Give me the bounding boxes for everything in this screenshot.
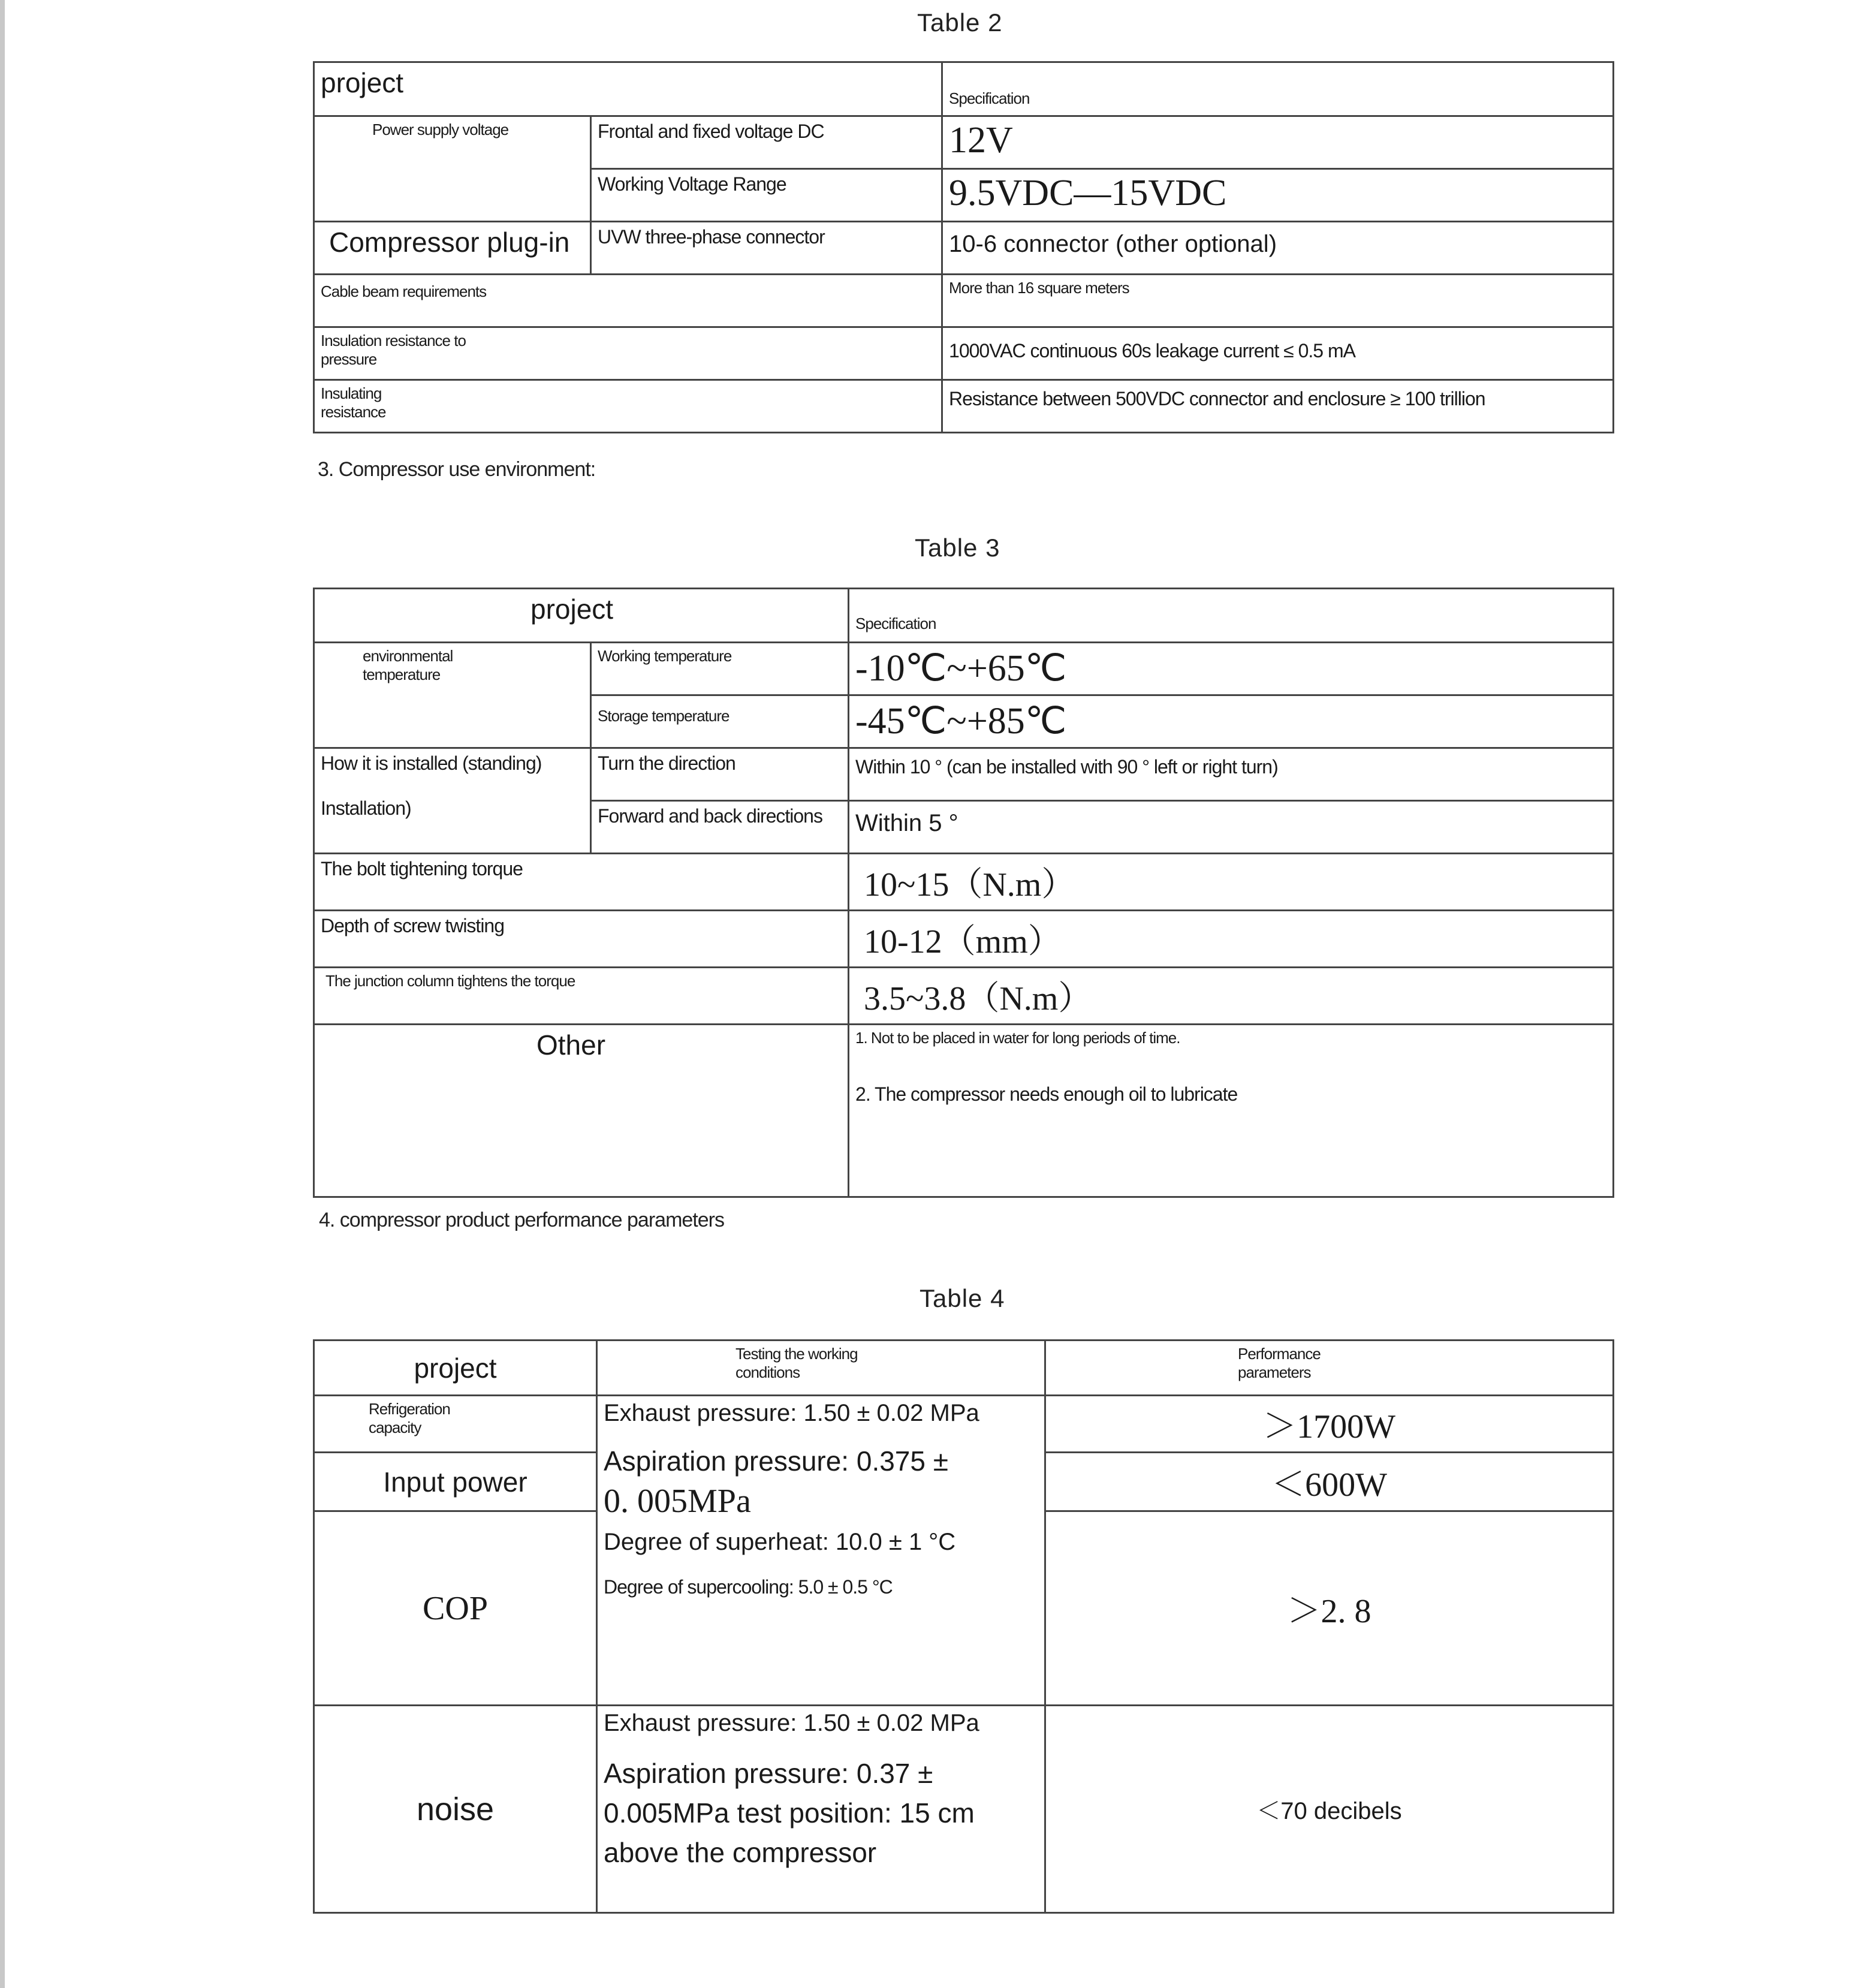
table4-noise-label: noise (314, 1706, 597, 1913)
table2-range-label: Working Voltage Range (591, 169, 942, 222)
table3-fb-label: Forward and back directions (591, 801, 849, 854)
table2-fixed-voltage-value: 12V (942, 116, 1614, 169)
table3-fb-value: Within 5 ° (849, 801, 1614, 854)
table2-plug-sub: UVW three-phase connector (591, 222, 942, 275)
table2-range-value: 9.5VDC—15VDC (942, 169, 1614, 222)
table4-refrig-value: ＞1700W (1045, 1396, 1614, 1453)
table3-install-label (314, 748, 591, 854)
table3-store-value: -45℃~+85℃ (849, 695, 1614, 748)
table3-screw-value: 10-12（mm） (849, 911, 1614, 968)
table4-cond-aspiration: Aspiration pressure: 0.375 ± (604, 1445, 948, 1477)
table4-conditions-cell (597, 1396, 1045, 1706)
page-edge (0, 0, 5, 1988)
table3-header-spec: Specification (849, 589, 1614, 643)
table2-insulation-pressure-label (314, 327, 942, 380)
table4-noise-conditions (597, 1706, 1045, 1913)
table4-header-params-text: Performance parameters (1238, 1345, 1321, 1381)
table2-header-project: project (314, 62, 942, 116)
table4-cond-superheat: Degree of superheat: 10.0 ± 1 °C (604, 1529, 956, 1555)
table2-power-supply-label: Power supply voltage (314, 116, 591, 222)
table3-work-value: -10℃~+65℃ (849, 643, 1614, 695)
table4 (313, 1339, 1614, 1914)
table4-cop-label: COP (314, 1511, 597, 1706)
table3-header-project: project (314, 589, 849, 643)
table3-env-label (314, 643, 591, 748)
table3-work-label: Working temperature (591, 643, 849, 695)
table4-input-label: Input power (314, 1453, 597, 1511)
table3 (313, 588, 1614, 1198)
table2-plug-value: 10-6 connector (other optional) (942, 222, 1614, 275)
table2 (313, 61, 1614, 433)
table2-cable-label: Cable beam requirements (314, 275, 942, 327)
table2-insulation-pressure-text: Insulation resistance to pressure (321, 332, 466, 368)
table3-other-item-1: 1. Not to be placed in water for long periods of time. (855, 1029, 1180, 1047)
table2-insulation-pressure-value: 1000VAC continuous 60s leakage current ≤ 0.5 mA (942, 327, 1614, 380)
table2-cable-value: More than 16 square meters (942, 275, 1614, 327)
table3-bolt-label: The bolt tightening torque (314, 854, 849, 911)
table3-other-item-2: 2. The compressor needs enough oil to lubricate (855, 1083, 1238, 1105)
table4-noise-exhaust: Exhaust pressure: 1.50 ± 0.02 MPa (604, 1710, 979, 1736)
table3-turn-label: Turn the direction (591, 748, 849, 801)
table2-insulating-resistance-value: Resistance between 500VDC connector and enclosure ≥ 100 trillion (942, 380, 1614, 433)
table4-cond-exhaust: Exhaust pressure: 1.50 ± 0.02 MPa (604, 1400, 979, 1426)
table4-header-project: project (314, 1341, 597, 1396)
table4-cond-aspiration-2: 0. 005MPa (604, 1483, 751, 1520)
table3-env-text: environmental temperature (363, 647, 453, 683)
table2-insulating-resistance-label (314, 380, 942, 433)
table2-header-spec: Specification (942, 62, 1614, 116)
section4-heading: 4. compressor product performance parameters (319, 1209, 724, 1231)
table4-refrig-text: Refrigeration capacity (369, 1400, 450, 1436)
table3-junction-value: 3.5~3.8（N.m） (849, 968, 1614, 1025)
table3-other-value (849, 1025, 1614, 1197)
table3-bolt-value: 10~15（N.m） (849, 854, 1614, 911)
table4-header-conditions-text: Testing the working conditions (735, 1345, 858, 1381)
table2-plug-label: Compressor plug-in (314, 222, 591, 275)
table3-other-label: Other (314, 1025, 849, 1197)
table3-install-line2: Installation) (321, 797, 411, 819)
table3-screw-label: Depth of screw twisting (314, 911, 849, 968)
table3-store-label: Storage temperature (591, 695, 849, 748)
table2-caption: Table 2 (917, 8, 1003, 37)
section3-heading: 3. Compressor use environment: (318, 458, 596, 481)
table4-cop-value: ＞2. 8 (1045, 1511, 1614, 1706)
table4-caption: Table 4 (920, 1284, 1005, 1312)
table2-insulating-resistance-text: Insulating resistance (321, 384, 386, 421)
table2-fixed-voltage-label: Frontal and fixed voltage DC (591, 116, 942, 169)
table3-install-line1: How it is installed (standing) (321, 752, 542, 774)
table4-header-conditions (597, 1341, 1045, 1396)
table4-header-params (1045, 1341, 1614, 1396)
table4-cond-supercool: Degree of supercooling: 5.0 ± 0.5 °C (604, 1576, 893, 1598)
table4-refrig-label (314, 1396, 597, 1453)
table4-noise-aspiration: Aspiration pressure: 0.37 ± 0.005MPa test position: 15 cm above the compressor (604, 1758, 975, 1868)
table4-noise-value: ＜70 decibels (1045, 1706, 1614, 1913)
table3-caption: Table 3 (915, 534, 1000, 562)
table4-input-value: ＜600W (1045, 1453, 1614, 1511)
table3-junction-label: The junction column tightens the torque (314, 968, 849, 1025)
table3-turn-value: Within 10 ° (can be installed with 90 ° left or right turn) (849, 748, 1614, 801)
